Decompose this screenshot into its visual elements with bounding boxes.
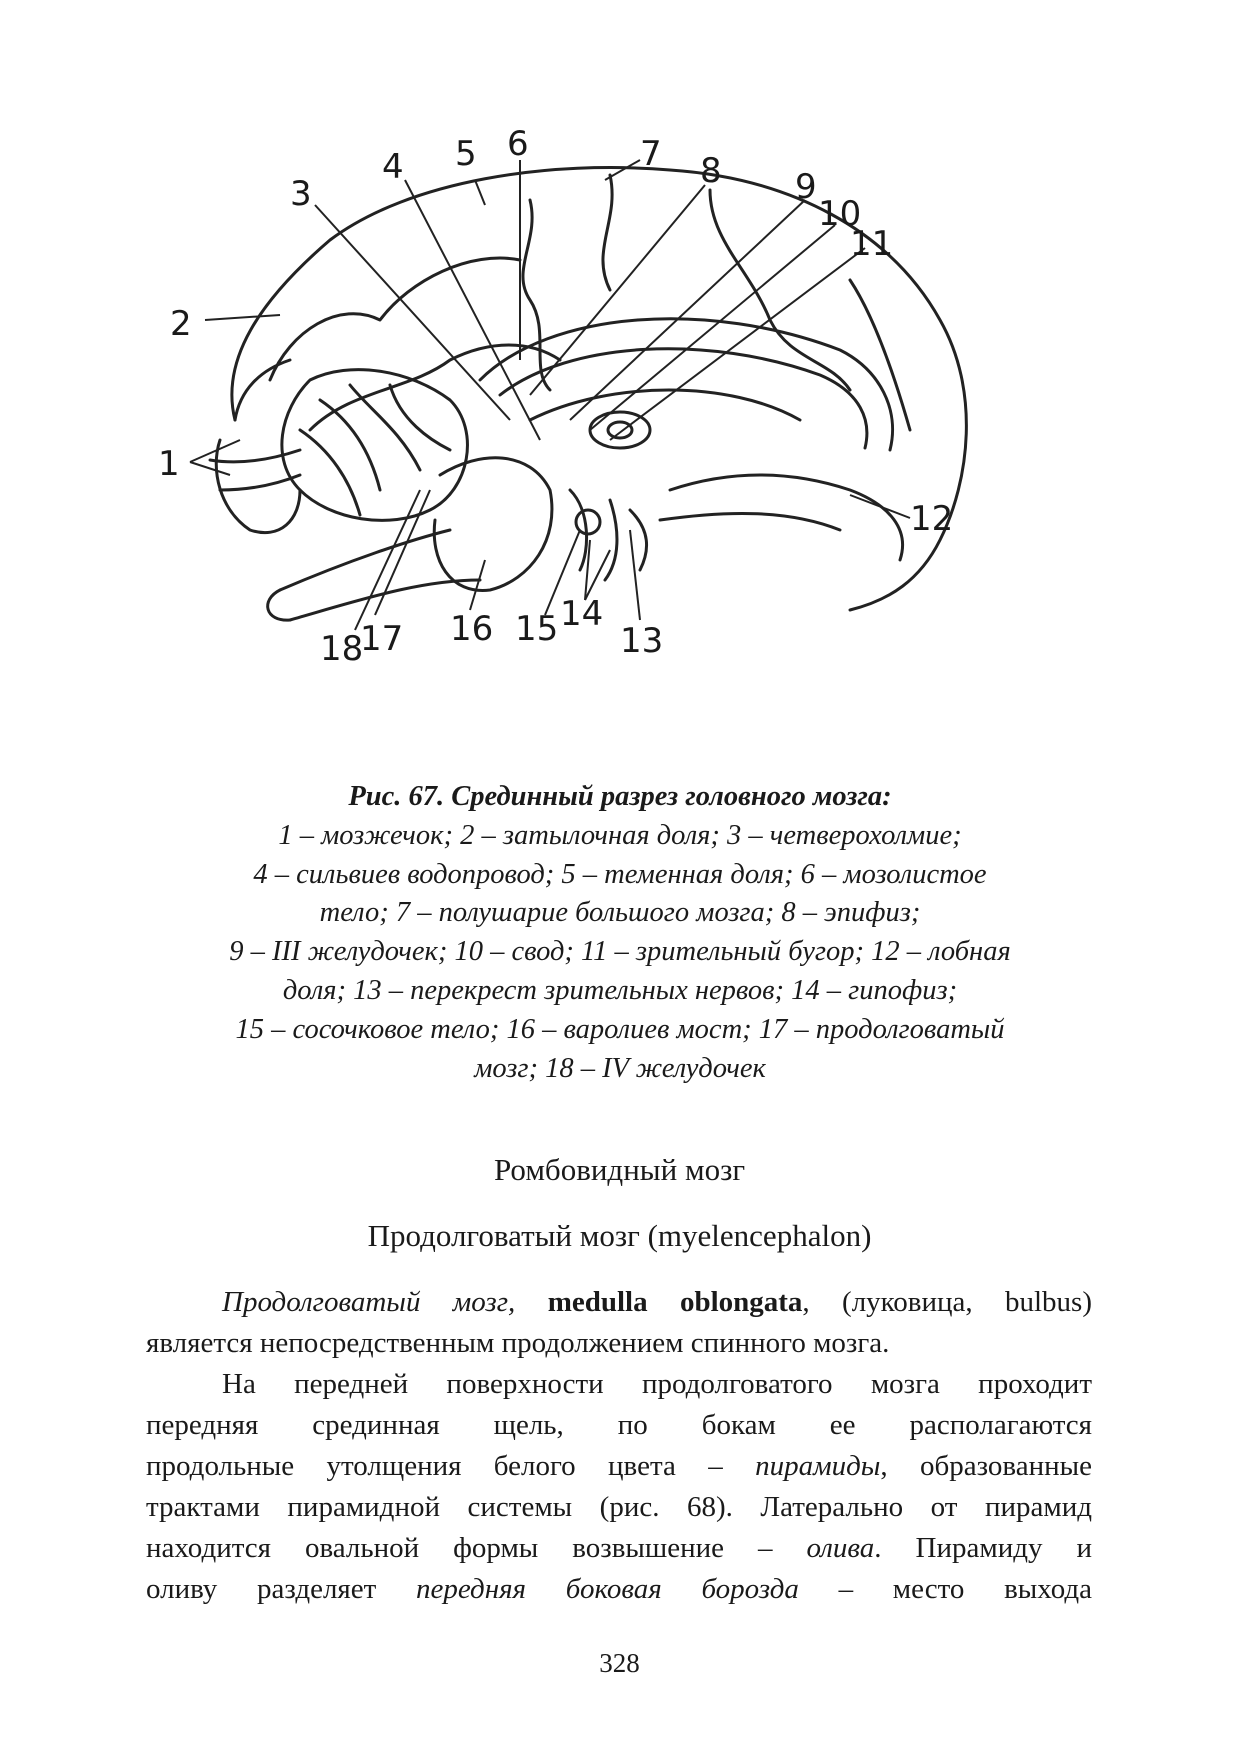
brain-illustration bbox=[150, 130, 1090, 750]
label-14: 14 bbox=[560, 594, 604, 634]
caption-line: доля; 13 – перекрест зрительных нервов; 14 – гипофиз; bbox=[282, 974, 958, 1006]
text-span: , образованные bbox=[880, 1450, 1092, 1482]
label-16: 16 bbox=[450, 609, 494, 649]
label-11: 11 bbox=[850, 224, 894, 264]
italic-term: пирамиды bbox=[755, 1450, 881, 1482]
label-6: 6 bbox=[507, 130, 529, 164]
caption-line: мозг; 18 – IV желудочек bbox=[474, 1052, 766, 1084]
text-span: оливу разделяет bbox=[146, 1573, 377, 1605]
paragraph-1 bbox=[146, 1282, 1092, 1323]
text-span: продольные утолщения белого цвета – bbox=[146, 1450, 723, 1482]
section-title: Ромбовидный мозг bbox=[493, 1152, 746, 1187]
paragraph-line bbox=[146, 1282, 1092, 1323]
italic-term: Продолговатый мозг, bbox=[222, 1286, 516, 1318]
caption-line: тело; 7 – полушарие большого мозга; 8 – эпифиз; bbox=[319, 897, 921, 929]
bold-term: medulla oblongata bbox=[547, 1286, 803, 1318]
caption-line: 1 – мозжечок; 2 – затылочная доля; 3 – четверохолмие; bbox=[278, 819, 962, 851]
text-span: , (луковица, bulbus) bbox=[802, 1286, 1092, 1318]
paragraph-line: трактами пирамидной системы (рис. 68). Латерально от пирамид bbox=[146, 1491, 1092, 1523]
paragraph-line bbox=[146, 1446, 1092, 1487]
label-13: 13 bbox=[620, 621, 664, 661]
caption-line: 4 – сильвиев водопровод; 5 – теменная доля; 6 – мозолистое bbox=[253, 858, 987, 890]
caption-line: 15 – сосочковое тело; 16 – варолиев мост; 17 – продолговатый bbox=[235, 1013, 1005, 1045]
label-10: 10 bbox=[818, 194, 862, 234]
caption-line: 9 – III желудочек; 10 – свод; 11 – зрительный бугор; 12 – лобная bbox=[229, 936, 1011, 968]
label-12: 12 bbox=[910, 499, 954, 539]
caption-title: Рис. 67. Срединный разрез головного мозга: bbox=[348, 781, 892, 812]
paragraph-line bbox=[146, 1528, 1092, 1569]
label-4: 4 bbox=[382, 147, 404, 187]
label-7: 7 bbox=[640, 134, 662, 174]
label-8: 8 bbox=[700, 151, 722, 191]
paragraph-line: На передней поверхности продолговатого мозга проходит bbox=[222, 1368, 1092, 1400]
subsection-title: Продолговатый мозг (myelencephalon) bbox=[367, 1218, 872, 1253]
label-2: 2 bbox=[170, 304, 192, 344]
label-1: 1 bbox=[158, 444, 180, 484]
paragraph-line: является непосредственным продолжением спинного мозга. bbox=[146, 1327, 890, 1359]
label-9: 9 bbox=[795, 167, 817, 207]
label-3: 3 bbox=[290, 174, 312, 214]
label-18: 18 bbox=[320, 629, 364, 669]
paragraph-line: передняя срединная щель, по бокам ее располагаются bbox=[146, 1409, 1092, 1441]
paragraph-2 bbox=[146, 1364, 1092, 1405]
body-text bbox=[146, 1282, 1092, 1610]
paragraph-line bbox=[146, 1569, 1092, 1610]
text-span: – место выхода bbox=[838, 1573, 1092, 1605]
label-17: 17 bbox=[360, 619, 404, 659]
label-15: 15 bbox=[515, 609, 559, 649]
italic-term: передняя боковая борозда bbox=[416, 1573, 799, 1605]
label-5: 5 bbox=[455, 134, 477, 174]
text-span: . Пирамиду и bbox=[874, 1532, 1092, 1564]
italic-term: олива bbox=[806, 1532, 875, 1564]
brain-figure bbox=[150, 130, 1090, 750]
page-number: 328 bbox=[599, 1648, 640, 1678]
figure-caption bbox=[140, 778, 1100, 1088]
text-span: находится овальной формы возвышение – bbox=[146, 1532, 773, 1564]
